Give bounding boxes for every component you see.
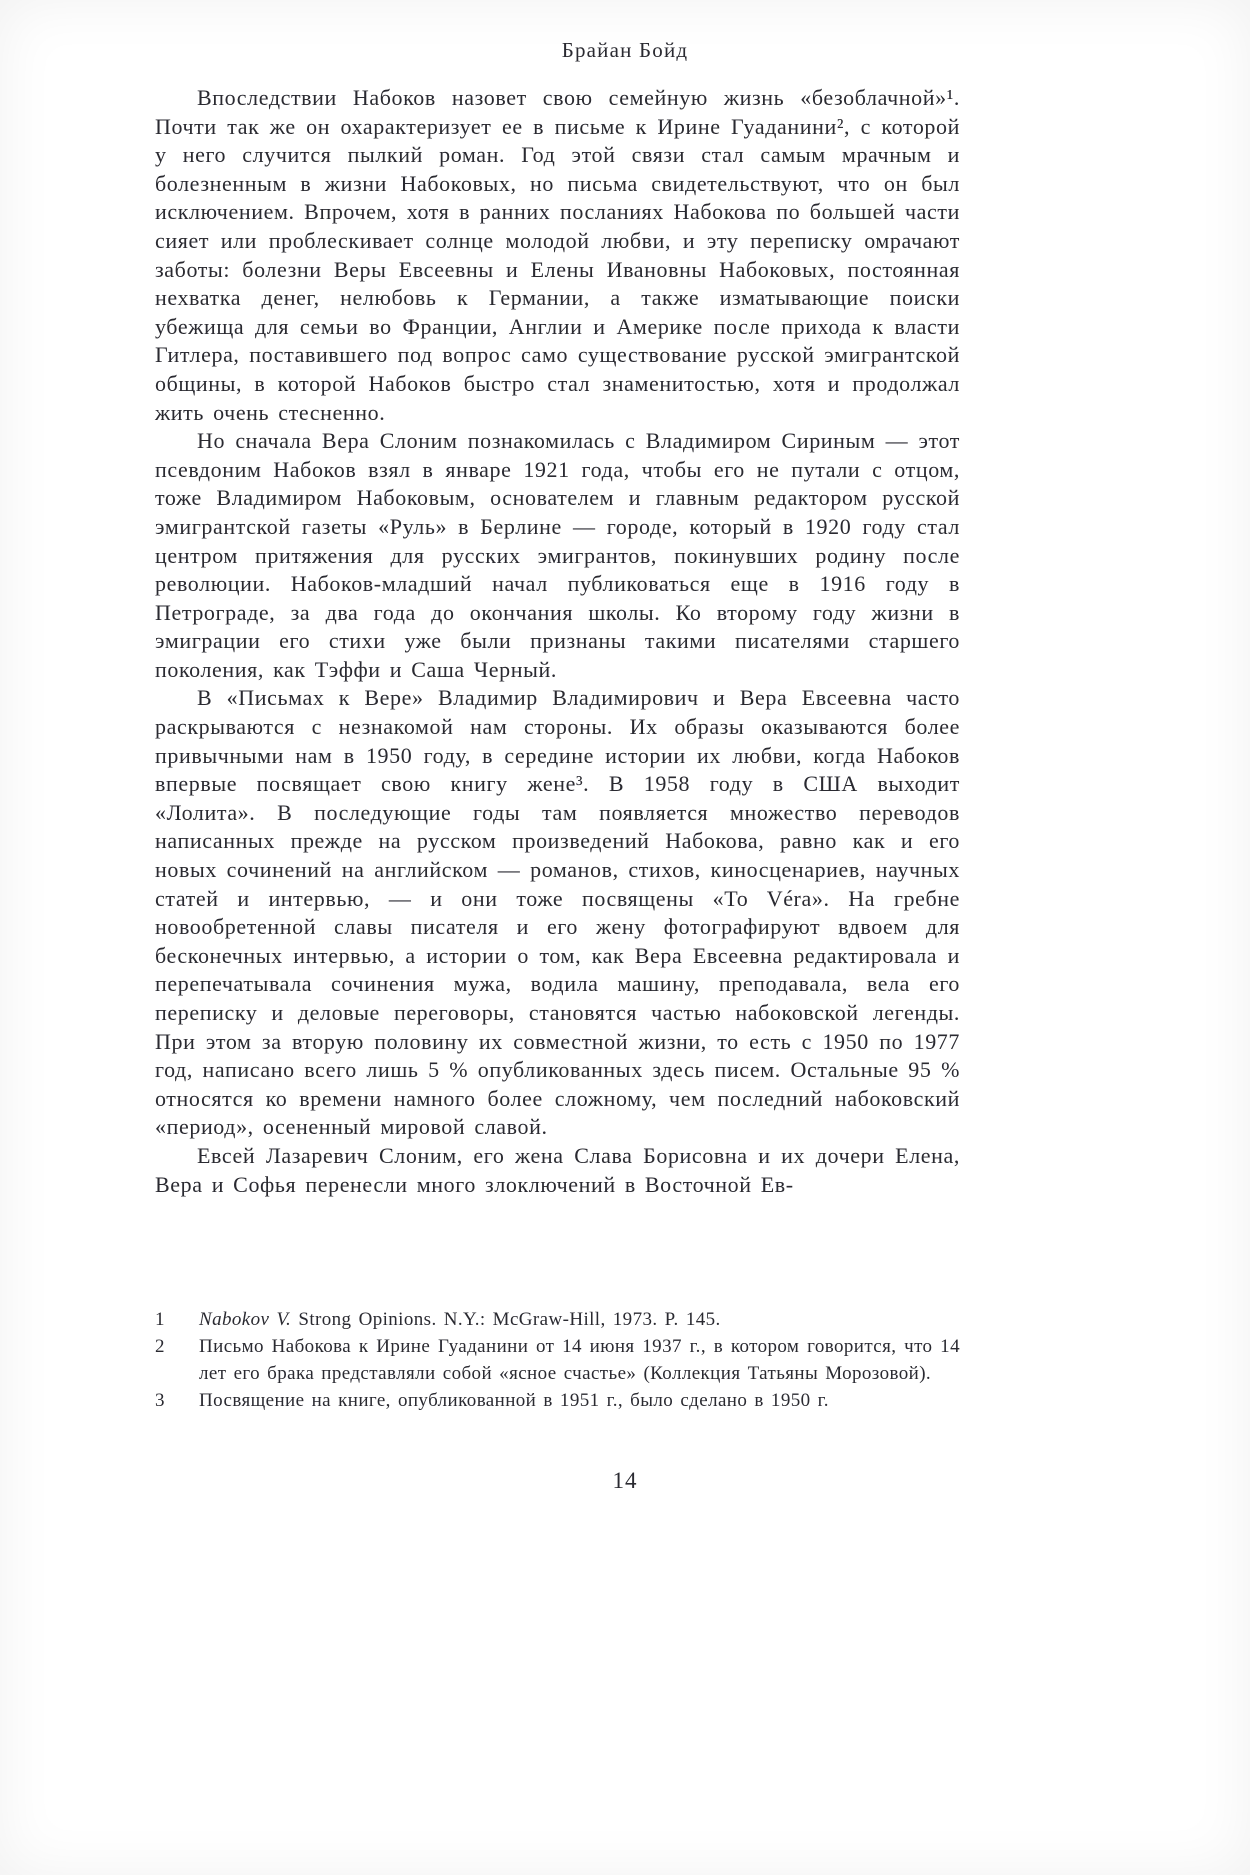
footnote-citation-author: Nabokov V. [199,1309,292,1330]
footnote-body: Письмо Набокова к Ирине Гуаданини от 14 июня 1937 г., в котором говорится, что 14 лет его брака представляли собой «ясное счастье» (Коллекция Татьяны Морозовой). [199,1336,960,1384]
footnote [155,1306,960,1333]
page-number: 14 [612,1468,638,1493]
footnote-text [199,1390,829,1411]
running-header: Брайан Бойд [561,38,689,62]
footnote-number: 3 [155,1390,165,1411]
paragraph: В «Письмах к Вере» Владимир Владимирович и Вера Евсеевна часто раскрываются с незнакомой нам стороны. Их образы оказываются более привычными нам в 1950 году, в середине истории их любви, когда Набоков впервые посвящает свою книгу жене³. В 1958 году в США выходит «Лолита». В последующие годы там появляется множество переводов написанных прежде на русском произведений Набокова, равно как и его новых сочинений на английском — романов, стихов, киносценариев, научных статей и интервью, — и они тоже посвящены «To Véra». На гребне новообретенной славы писателя и его жену фотографируют вдвоем для бесконечных интервью, а истории о том, как Вера Евсеевна редактировала и перепечатывала сочинения мужа, водила машину, преподавала, вела его переписку и деловые переговоры, становятся частью набоковской легенды. При этом за вторую половину их совместной жизни, то есть с 1950 по 1977 год, написано всего лишь 5 % опубликованных здесь писем. Остальные 95 % относятся ко времени намного более сложному, чем последний набоковский «период», осененный мировой славой. [155,685,960,1140]
footnotes-block [155,1306,960,1414]
paragraph: Но сначала Вера Слоним познакомилась с Владимиром Сириным — этот псевдоним Набоков взял в январе 1921 года, чтобы его не путали с отцом, тоже Владимиром Набоковым, основателем и главным редактором русской эмигрантской газеты «Руль» в Берлине — городе, который в 1920 году стал центром притяжения для русских эмигрантов, покинувших родину после революции. Набоков-младший начал публиковаться еще в 1916 году в Петрограде, за два года до окончания школы. Ко второму году жизни в эмиграции его стихи уже были признаны такими писателями старшего поколения, как Тэффи и Саша Черный. [155,428,960,682]
paragraph: Евсей Лазаревич Слоним, его жена Слава Борисовна и их дочери Елена, Вера и Софья перенесли много злоключений в Восточной Ев- [155,1142,960,1197]
footnote-body: Strong Opinions. N.Y.: McGraw-Hill, 1973. P. 145. [291,1309,721,1330]
footnote-text [199,1309,721,1330]
footnote-text [199,1336,960,1384]
footnote-body: Посвящение на книге, опубликованной в 1951 г., было сделано в 1950 г. [199,1390,829,1411]
footnote-number: 1 [155,1309,165,1330]
footnote [155,1387,960,1414]
paragraph: Впоследствии Набоков назовет свою семейную жизнь «безоблачной»¹. Почти так же он охарактеризует ее в письме к Ирине Гуаданини², с которой у него случится пылкий роман. Год этой связи стал самым мрачным и болезненным в жизни Набоковых, но письма свидетельствуют, что он был исключением. Впрочем, хотя в ранних посланиях Набокова по большей части сияет или проблескивает солнце молодой любви, и эту переписку омрачают заботы: болезни Веры Евсеевны и Елены Ивановны Набоковых, постоянная нехватка денег, нелюбовь к Германии, а также изматывающие поиски убежища для семьи во Франции, Англии и Америке после прихода к власти Гитлера, поставившего под вопрос само существование русской эмигрантской общины, в которой Набоков быстро стал знаменитостью, хотя и продолжал жить очень стесненно. [155,85,960,425]
footnote-number: 2 [155,1336,165,1357]
body-text [155,84,960,1199]
footnote [155,1333,960,1387]
